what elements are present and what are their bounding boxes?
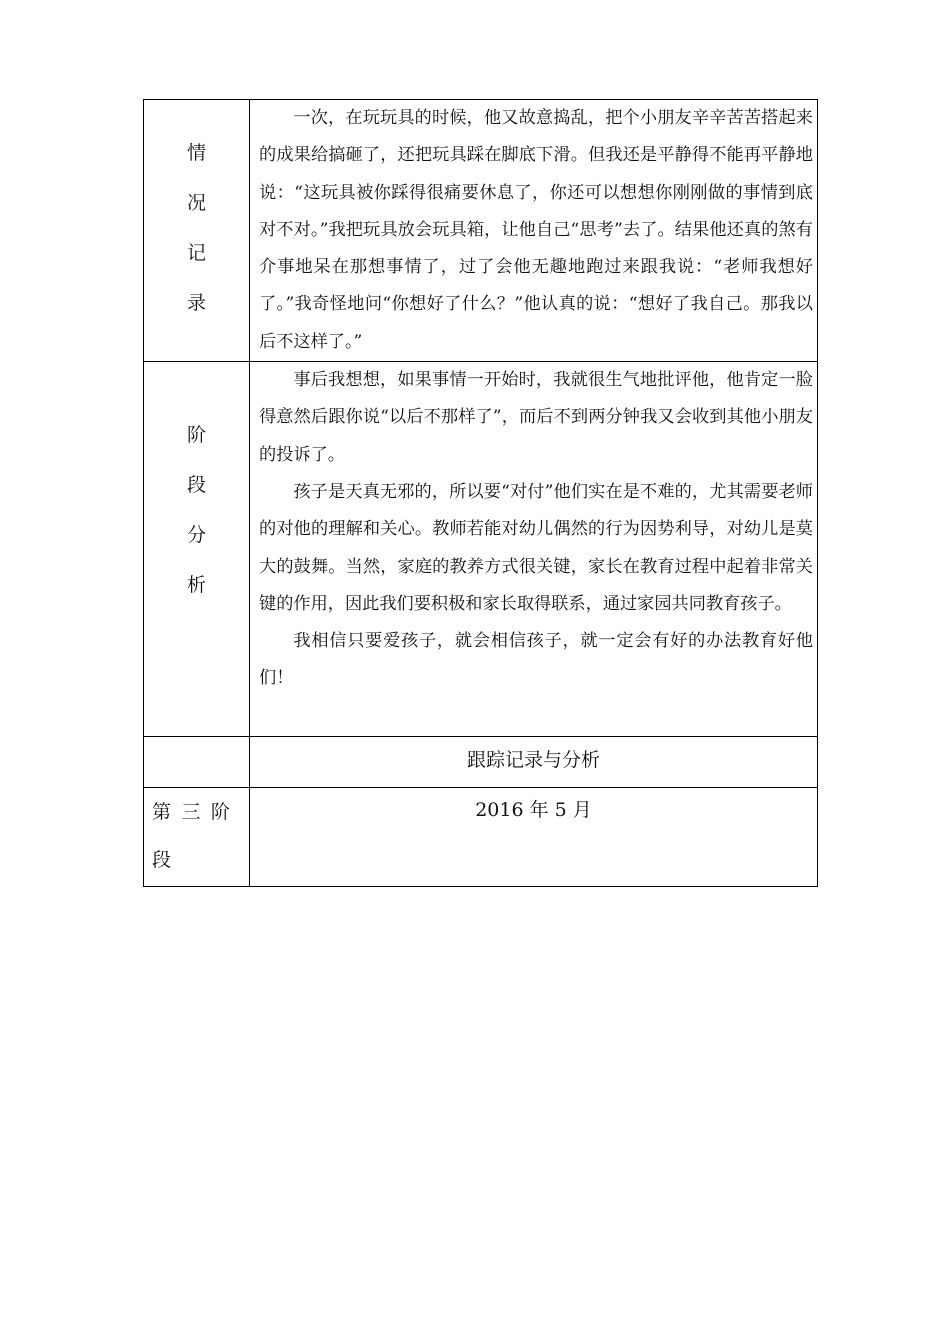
- stage-analysis-row: [144, 362, 818, 737]
- stage-three-label-cell: [144, 788, 250, 887]
- analysis-label: [144, 362, 249, 610]
- situation-content-cell: [250, 100, 818, 362]
- analysis-label-cell: [144, 362, 250, 737]
- analysis-paragraph: 孩子是天真无邪的，所以要“对付”他们实在是不难的，尤其需要老师的对他的理解和关心。教师若能对幼儿偶然的行为因势利导，对幼儿是莫大的鼓舞。当然，家庭的教养方式很关键，家长在教育过程中起着非常关键的作用，因此我们要积极和家长取得联系，通过家园共同教育孩子。: [259, 481, 813, 614]
- stage-three-row: [144, 788, 818, 887]
- stage-three-date: 2016 年 5 月: [475, 799, 592, 822]
- record-table: [143, 99, 818, 887]
- label-char: 记: [186, 242, 206, 264]
- empty-label-cell: [144, 737, 250, 788]
- tracking-heading-row: [144, 737, 818, 788]
- situation-label-cell: [144, 100, 250, 362]
- situation-paragraph: 一次，在玩玩具的时候，他又故意捣乱，把个小朋友辛辛苦苦搭起来的成果给搞砸了，还把玩具踩在脚底下滑。但我还是平静得不能再平静地说：“这玩具被你踩得很痛要休息了，你还可以想想你刚刚做的事情到底对不对。”我把玩具放会玩具箱，让他自己“思考”去了。结果他还真的煞有介事地呆在那想事情了，过了会他无趣地跑过来跟我说：“老师我想好了。”我奇怪地问“你想好了什么？”他认真的说：“想好了我自己。那我以后不这样了。”: [259, 108, 813, 352]
- analysis-paragraph: 我相信只要爱孩子，就会相信孩子，就一定会有好的办法教育好他们！: [259, 631, 813, 689]
- situation-record-row: [144, 100, 818, 362]
- stage-three-date-cell: [250, 788, 818, 887]
- analysis-content-cell: [250, 362, 818, 737]
- situation-label: [144, 100, 249, 328]
- label-char: 段: [186, 474, 206, 497]
- stage-three-label-main: 第三阶: [152, 801, 241, 824]
- label-char: 况: [186, 192, 206, 214]
- tracking-heading-cell: [250, 737, 818, 788]
- situation-content: [250, 100, 817, 361]
- label-char: 阶: [186, 424, 206, 447]
- label-char: 录: [186, 292, 206, 314]
- tracking-heading: 跟踪记录与分析: [466, 749, 600, 772]
- stage-three-label-tail: 段: [152, 849, 172, 872]
- stage-three-label: [144, 788, 249, 884]
- label-char: 分: [186, 524, 206, 547]
- label-char: 析: [186, 574, 206, 597]
- label-char: 情: [186, 142, 206, 164]
- analysis-content: [250, 362, 817, 698]
- analysis-paragraph: 事后我想想，如果事情一开始时，我就很生气地批评他，他肯定一脸得意然后跟你说“以后不那样了”，而后不到两分钟我又会收到其他小朋友的投诉了。: [259, 370, 813, 465]
